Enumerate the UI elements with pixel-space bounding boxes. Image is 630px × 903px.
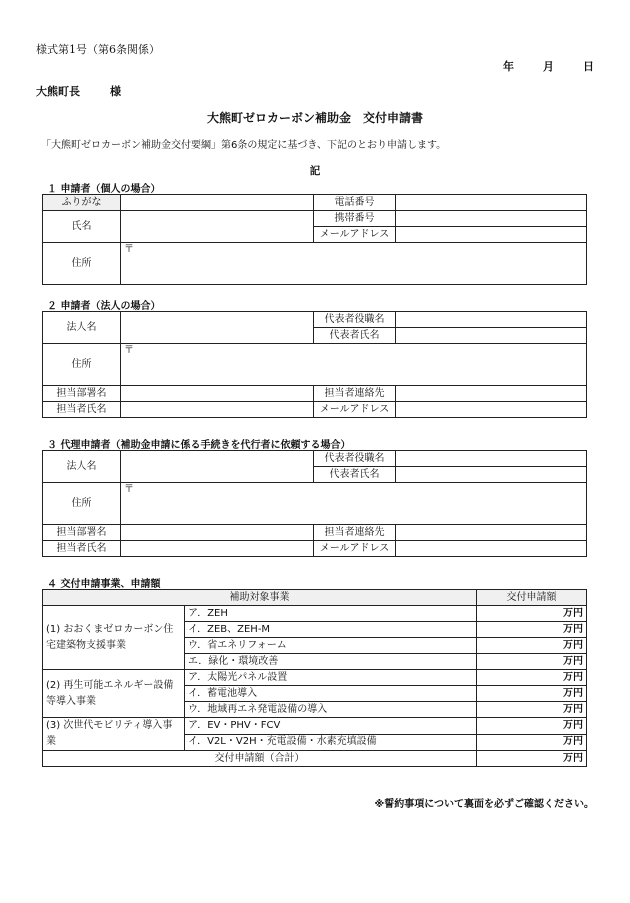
total-amount-field[interactable]: 万円 xyxy=(477,751,587,767)
project-item: イ．ZEB、ZEH-M xyxy=(185,622,477,638)
corp-email-field[interactable] xyxy=(396,402,587,418)
addressee-suffix: 様 xyxy=(110,85,121,98)
email-label: メールアドレス xyxy=(314,227,396,243)
address-label: 住所 xyxy=(43,243,121,285)
addressee xyxy=(36,83,121,99)
agent-rep-title-label: 代表者役職名 xyxy=(314,451,396,467)
agent-dept-label: 担当部署名 xyxy=(43,525,121,541)
agent-address-field[interactable] xyxy=(121,483,587,525)
name-label: 氏名 xyxy=(43,211,121,243)
addressee-name: 大熊町長 xyxy=(36,85,80,98)
address-field[interactable] xyxy=(121,243,587,285)
agent-dept-field[interactable] xyxy=(121,525,314,541)
corp-name-field[interactable] xyxy=(121,312,314,344)
rep-title-field[interactable] xyxy=(396,312,587,328)
agent-rep-name-field[interactable] xyxy=(396,467,587,483)
corp-email-label: メールアドレス xyxy=(314,402,396,418)
agent-rep-name-label: 代表者氏名 xyxy=(314,467,396,483)
section-4-heading: ４ 交付申請事業、申請額 xyxy=(47,579,161,590)
agent-staff-name-field[interactable] xyxy=(121,541,314,557)
agent-staff-name-label: 担当者氏名 xyxy=(43,541,121,557)
contact-label: 担当者連絡先 xyxy=(314,386,396,402)
furigana-field[interactable] xyxy=(121,195,314,211)
email-field[interactable] xyxy=(396,227,587,243)
agent-rep-title-field[interactable] xyxy=(396,451,587,467)
amount-header: 交付申請額 xyxy=(477,590,587,606)
dept-field[interactable] xyxy=(121,386,314,402)
projects-table xyxy=(42,589,587,767)
section-1-heading: １ 申請者（個人の場合） xyxy=(47,184,161,195)
corp-address-label: 住所 xyxy=(43,344,121,386)
phone-label: 電話番号 xyxy=(314,195,396,211)
group2-label: (2) 再生可能エネルギー設備等導入事業 xyxy=(43,670,185,718)
agent-corp-name-label: 法人名 xyxy=(43,451,121,483)
agent-contact-field[interactable] xyxy=(396,525,587,541)
staff-name-field[interactable] xyxy=(121,402,314,418)
project-item: ウ．地域再エネ発電設備の導入 xyxy=(185,702,477,718)
intro-text: 「大熊町ゼロカーボン補助金交付要綱」第6条の規定に基づき、下記のとおり申請します。 xyxy=(41,140,447,151)
date-month-label: 月 xyxy=(543,60,554,73)
total-label: 交付申請額（合計） xyxy=(43,751,477,767)
amount-field[interactable]: 万円 xyxy=(477,686,587,702)
amount-field[interactable]: 万円 xyxy=(477,670,587,686)
corp-address-field[interactable] xyxy=(121,344,587,386)
amount-field[interactable]: 万円 xyxy=(477,606,587,622)
amount-field[interactable]: 万円 xyxy=(477,654,587,670)
amount-field[interactable]: 万円 xyxy=(477,622,587,638)
dept-label: 担当部署名 xyxy=(43,386,121,402)
agent-email-label: メールアドレス xyxy=(314,541,396,557)
postal-mark: 〒 xyxy=(124,345,134,356)
project-header: 補助対象事業 xyxy=(43,590,477,606)
phone-field[interactable] xyxy=(396,195,587,211)
contact-field[interactable] xyxy=(396,386,587,402)
agent-address-label: 住所 xyxy=(43,483,121,525)
project-item: ウ．省エネリフォーム xyxy=(185,638,477,654)
mobile-field[interactable] xyxy=(396,211,587,227)
project-item: ア．ZEH xyxy=(185,606,477,622)
rep-name-label: 代表者氏名 xyxy=(314,328,396,344)
ki-heading: 記 xyxy=(309,165,321,177)
form-number: 様式第1号（第6条関係） xyxy=(36,43,160,56)
rep-title-label: 代表者役職名 xyxy=(314,312,396,328)
section-3-heading: ３ 代理申請者（補助金申請に係る手続きを代行者に依頼する場合） xyxy=(47,440,351,451)
footer-note: ※誓約事項について裏面を必ずご確認ください。 xyxy=(374,799,594,810)
section-2-heading: ２ 申請者（法人の場合） xyxy=(47,301,161,312)
furigana-label: ふりがな xyxy=(43,195,121,211)
mobile-label: 携帯番号 xyxy=(314,211,396,227)
applicant-corporate-table xyxy=(42,311,587,418)
agent-corp-name-field[interactable] xyxy=(121,451,314,483)
project-item: イ．蓄電池導入 xyxy=(185,686,477,702)
amount-field[interactable]: 万円 xyxy=(477,718,587,735)
group3-label: (3) 次世代モビリティ導入事業 xyxy=(43,718,185,751)
agent-email-field[interactable] xyxy=(396,541,587,557)
agent-contact-label: 担当者連絡先 xyxy=(314,525,396,541)
amount-field[interactable]: 万円 xyxy=(477,734,587,751)
group1-label: (1) おおくまゼロカーボン住宅建築物支援事業 xyxy=(43,606,185,670)
date-day-label: 日 xyxy=(583,60,594,73)
corp-name-label: 法人名 xyxy=(43,312,121,344)
postal-mark: 〒 xyxy=(124,244,134,255)
agent-table xyxy=(42,450,587,557)
staff-name-label: 担当者氏名 xyxy=(43,402,121,418)
postal-mark: 〒 xyxy=(124,484,134,495)
project-item: イ．V2L・V2H・充電設備・水素充填設備 xyxy=(185,734,477,751)
project-item: ア．EV・PHV・FCV xyxy=(185,718,477,735)
form-title: 大熊町ゼロカーボン補助金 交付申請書 xyxy=(206,111,423,125)
project-item: エ．緑化・環境改善 xyxy=(185,654,477,670)
amount-field[interactable]: 万円 xyxy=(477,638,587,654)
name-field[interactable] xyxy=(121,211,314,243)
date-year-label: 年 xyxy=(503,60,514,73)
applicant-individual-table xyxy=(42,194,587,285)
amount-field[interactable]: 万円 xyxy=(477,702,587,718)
rep-name-field[interactable] xyxy=(396,328,587,344)
project-item: ア．太陽光パネル設置 xyxy=(185,670,477,686)
